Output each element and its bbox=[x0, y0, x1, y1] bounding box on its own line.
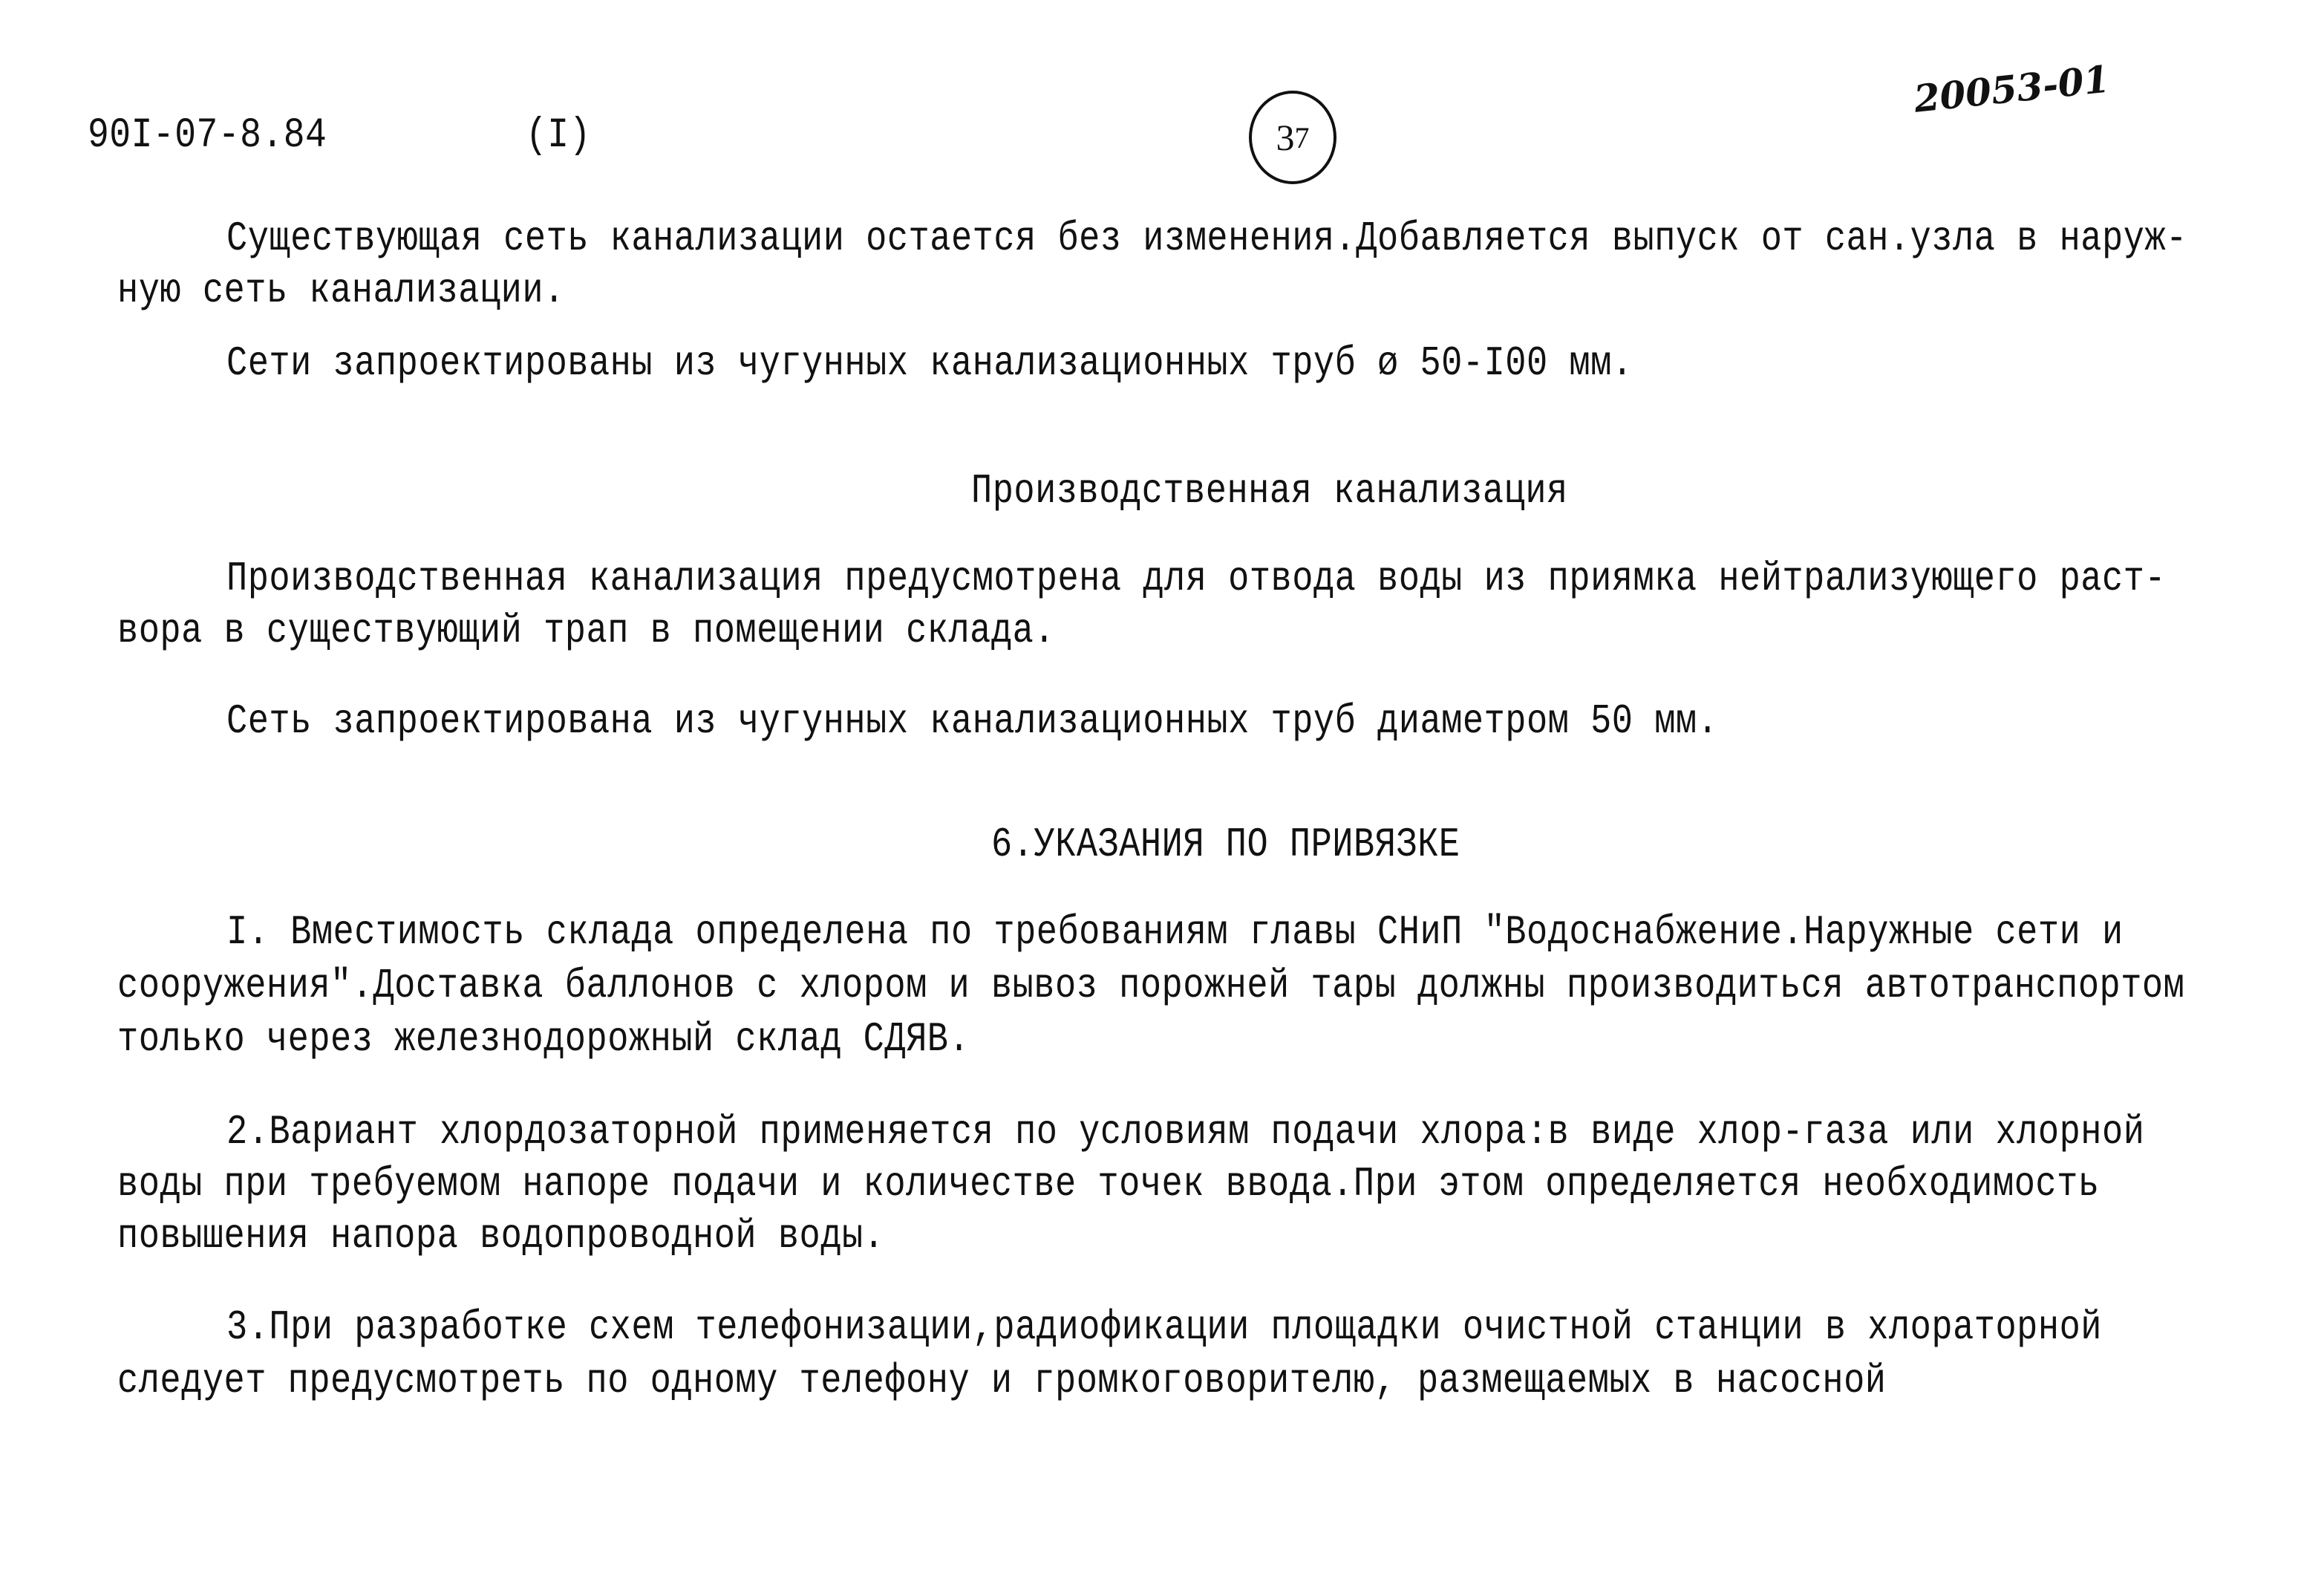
page-number-circle bbox=[1249, 91, 1336, 184]
paragraph-industrial-line2: вора в существующий трап в помещении склада. bbox=[117, 608, 1056, 655]
paragraph-network-diameter: Сеть запроектирована из чугунных канализационных труб диаметром 50 мм. bbox=[226, 699, 1719, 746]
document-code: 90I-07-8.84 bbox=[88, 112, 327, 160]
item-3-line1: 3.При разработке схем телефонизации,радиофикации площадки очистной станции в хлораторной bbox=[226, 1305, 2103, 1352]
paragraph-existing-sewer-line2: ную сеть канализации. bbox=[117, 268, 565, 315]
item-2-line2: воды при требуемом напоре подачи и количестве точек ввода.При этом определяется необходимость bbox=[117, 1162, 2100, 1208]
item-2-line3: повышения напора водопроводной воды. bbox=[117, 1214, 885, 1260]
page-number-main: 3 bbox=[1276, 117, 1295, 158]
paragraph-industrial-line1: Производственная канализация предусмотрена для отвода воды из приямка нейтрализующего раст- bbox=[226, 556, 2167, 603]
page-number-sub: 7 bbox=[1294, 120, 1310, 154]
heading-industrial-sewer: Производственная канализация bbox=[971, 469, 1568, 515]
paragraph-existing-sewer-line1: Существующая сеть канализации остается без изменения.Добавляется выпуск от сан.узла в наруж- bbox=[226, 216, 2187, 263]
heading-section-6: 6.УКАЗАНИЯ ПО ПРИВЯЗКЕ bbox=[991, 822, 1460, 869]
part-number: (I) bbox=[526, 112, 591, 160]
item-1-line3: только через железнодорожный склад СДЯВ. bbox=[117, 1017, 970, 1064]
archive-number-handwritten: 20053-01 bbox=[1911, 56, 2112, 121]
item-1-line1: I. Вместимость склада определена по требованиям главы СНиП "Водоснабжение.Наружные сети и bbox=[226, 910, 2124, 957]
item-2-line1: 2.Вариант хлордозаторной применяется по условиям подачи хлора:в виде хлор-газа или хлорной bbox=[226, 1110, 2145, 1156]
item-3-line2: следует предусмотреть по одному телефону и громкоговорителю, размещаемых в насосной bbox=[117, 1358, 1887, 1405]
paragraph-networks: Сети запроектированы из чугунных канализационных труб ø 50-I00 мм. bbox=[226, 341, 1633, 388]
item-1-line2: сооружения".Доставка баллонов с хлором и вывоз порожней тары должны производиться автотранспортом bbox=[117, 963, 2185, 1010]
